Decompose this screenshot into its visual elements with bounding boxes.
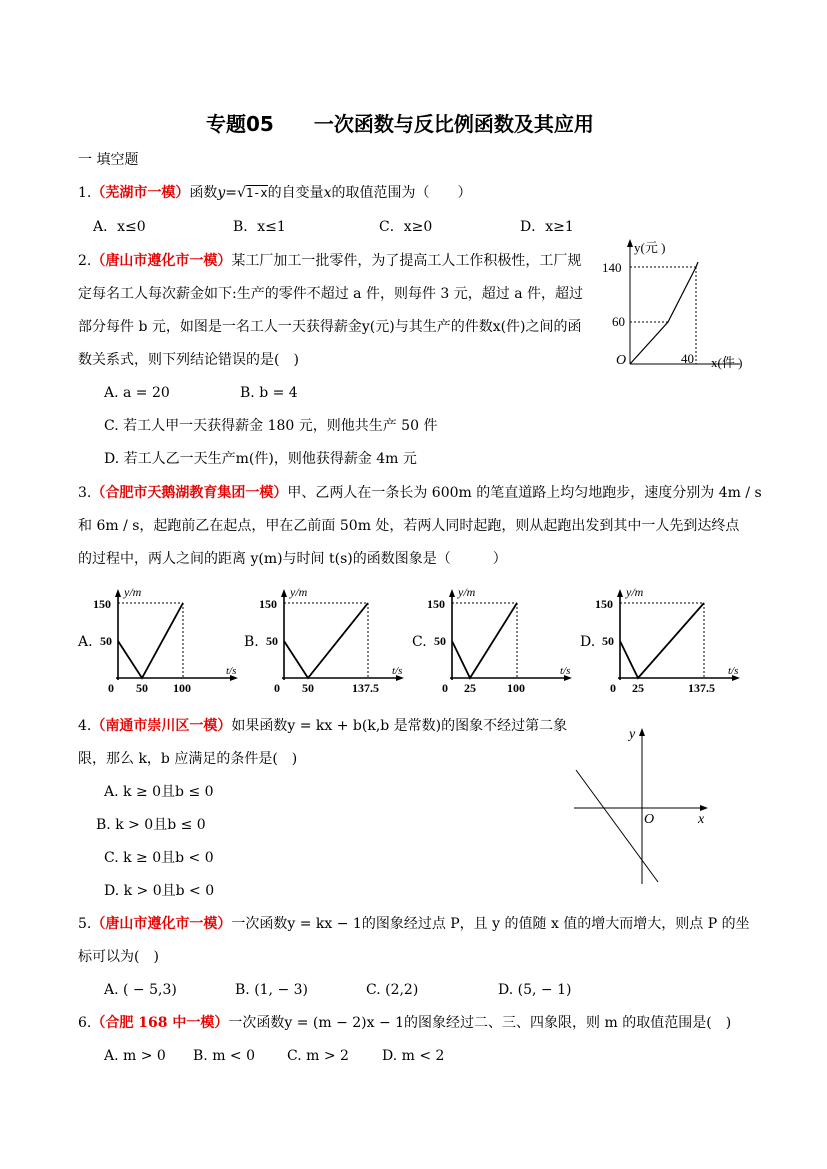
y-label: y(元 ) xyxy=(634,240,666,255)
x-label: t/s xyxy=(728,665,739,677)
option-b: B. m < 0 xyxy=(193,1048,256,1064)
salary-line xyxy=(630,267,696,364)
page-title: 专题05 一次函数与反比例函数及其应用 xyxy=(206,112,594,136)
question-number: 4. xyxy=(78,718,92,734)
question-text: 的取值范围为（ ） xyxy=(331,185,472,201)
section-heading: 一 填空题 xyxy=(78,152,139,168)
option-d: D. (5, − 1) xyxy=(498,982,572,998)
origin-label: 0 xyxy=(274,681,280,695)
question-text: 甲、乙两人在一条长为 600m 的笔直道路上均匀地跑步，速度分别为 4m / s xyxy=(287,485,762,501)
x-label: t/s xyxy=(392,665,403,677)
option-c: C. 若工人甲一天获得薪金 180 元，则他共生产 50 件 xyxy=(104,418,438,434)
distance-line xyxy=(118,603,183,678)
y-tick-150: 150 xyxy=(595,597,613,611)
question-text: 的自变量 xyxy=(267,185,324,201)
y-label: y xyxy=(629,727,636,742)
option-c: C. k ≥ 0且b < 0 xyxy=(104,850,214,866)
x-tick-mid: 50 xyxy=(136,681,148,695)
option-b: B. k > 0且b ≤ 0 xyxy=(96,817,206,833)
y-tick-50: 50 xyxy=(266,634,278,648)
question-4-line-2: 限，那么 k，b 应满足的条件是( ) xyxy=(78,751,298,767)
var-x: x xyxy=(323,185,332,201)
y-tick-50: 50 xyxy=(602,634,614,648)
graph-option-label: B. xyxy=(244,634,259,650)
source-label: （芜湖市一模） xyxy=(91,185,190,201)
source-label: （唐山市遵化市一模） xyxy=(91,253,232,269)
distance-time-graph xyxy=(92,586,242,696)
option-a: A. k ≥ 0且b ≤ 0 xyxy=(104,784,214,800)
option-b: B. b = 4 xyxy=(240,385,298,401)
question-number: 1. xyxy=(78,185,92,201)
radicand: 1-x xyxy=(245,186,268,200)
y-axis-arrow xyxy=(639,728,645,736)
y-label: y/m xyxy=(124,586,142,599)
question-number: 3. xyxy=(78,485,92,501)
x-tick-40: 40 xyxy=(681,351,694,366)
question-3-line-3: 的过程中，两人之间的距离 y(m)与时间 t(s)的函数图象是（ ） xyxy=(78,551,507,567)
x-label: t/s xyxy=(226,665,237,677)
y-tick-50: 50 xyxy=(100,634,112,648)
question-text: 一次函数y = (m − 2)x − 1的图象经过二、三、四象限，则 m 的取值范围是( ) xyxy=(228,1015,732,1031)
question-number: 2. xyxy=(78,253,92,269)
option-a: A．x≤0 xyxy=(93,219,146,235)
graph-option-label: A. xyxy=(78,634,93,650)
question-text: 如果函数y = kx + b(k,b 是常数)的图象不经过第二象 xyxy=(231,718,568,734)
y-axis-arrow xyxy=(281,589,287,597)
x-label: t/s xyxy=(560,665,571,677)
distance-line xyxy=(452,603,517,678)
option-d: D．x≥1 xyxy=(520,219,574,235)
salary-line-ext xyxy=(696,262,698,267)
source-label: （合肥 168 中一模） xyxy=(91,1015,229,1031)
salary-graph xyxy=(598,236,758,372)
graph-option-label: D. xyxy=(580,634,596,650)
y-tick-150: 150 xyxy=(427,597,445,611)
question-2-line-2: 定每名工人每次薪金如下:生产的零件不超过 a 件，则每件 3 元，超过 a 件，超过 xyxy=(78,286,584,302)
question-text: 一次函数y = kx − 1的图象经过点 P，且 y 的值随 x 值的增大而增大，则点 P 的坐 xyxy=(231,916,750,932)
origin-label: O xyxy=(616,353,627,368)
x-tick-mid: 50 xyxy=(302,681,314,695)
y-axis-arrow xyxy=(115,589,121,597)
distance-time-graph xyxy=(426,586,576,696)
x-tick-mid: 25 xyxy=(464,681,476,695)
x-label: x xyxy=(698,812,705,827)
option-c: C．x≥0 xyxy=(379,219,433,235)
origin-label: O xyxy=(644,812,655,827)
y-tick-50: 50 xyxy=(434,634,446,648)
y-tick-60: 60 xyxy=(612,314,625,329)
y-axis-arrow xyxy=(449,589,455,597)
option-d: D. m < 2 xyxy=(382,1048,445,1064)
distance-line xyxy=(284,603,368,678)
x-tick-end: 137.5 xyxy=(352,681,379,695)
option-a: A. ( − 5,3) xyxy=(104,982,177,998)
option-a: A. a = 20 xyxy=(104,385,170,401)
sqrt-symbol: √ xyxy=(237,185,246,201)
x-label: x(件 ) xyxy=(711,355,743,370)
question-2-line-4: 数关系式，则下列结论错误的是( ) xyxy=(78,352,299,368)
question-3-line-2: 和 6m / s，起跑前乙在起点，甲在乙前面 50m 处，若两人同时起跑，则从起跑出发到其中一人先到达终点 xyxy=(78,518,740,534)
y-label: y/m xyxy=(458,586,476,599)
x-tick-end: 100 xyxy=(507,681,525,695)
option-a: A. m > 0 xyxy=(104,1048,166,1064)
option-d: D. k > 0且b < 0 xyxy=(104,883,215,899)
source-label: （唐山市遵化市一模） xyxy=(91,916,232,932)
question-number: 5. xyxy=(78,916,92,932)
y-label: y/m xyxy=(626,586,644,599)
option-b: B. (1, − 3) xyxy=(235,982,309,998)
y-axis-arrow xyxy=(627,239,633,247)
question-2-line-1 xyxy=(78,253,581,269)
distance-time-graph xyxy=(258,586,408,696)
x-tick-end: 137.5 xyxy=(688,681,715,695)
question-text: 某工厂加工一批零件，为了提高工人工作积极性，工厂规 xyxy=(231,253,582,269)
distance-line xyxy=(620,603,704,678)
question-5-line-1 xyxy=(78,916,750,932)
question-1 xyxy=(78,185,472,201)
option-c: C. (2,2) xyxy=(366,982,419,998)
graph-option-label: C. xyxy=(412,634,427,650)
var-y: y xyxy=(217,185,226,201)
origin-label: 0 xyxy=(610,681,616,695)
question-number: 6. xyxy=(78,1015,92,1031)
origin-label: 0 xyxy=(108,681,114,695)
y-tick-150: 150 xyxy=(93,597,111,611)
origin-label: 0 xyxy=(442,681,448,695)
question-6 xyxy=(78,1015,731,1031)
linear-function-graph xyxy=(568,724,718,888)
question-text: 函数 xyxy=(189,185,218,201)
question-2-line-3: 部分每件 b 元，如图是一名工人一天获得薪金y(元)与其生产的件数x(件)之间的函 xyxy=(78,319,582,335)
distance-time-graph xyxy=(594,586,744,696)
source-label: （南通市崇川区一模） xyxy=(91,718,232,734)
question-4-line-1 xyxy=(78,718,567,734)
x-axis-arrow xyxy=(700,805,708,811)
x-tick-mid: 25 xyxy=(632,681,644,695)
question-3-line-1 xyxy=(78,485,762,501)
option-d: D. 若工人乙一天生产m(件)，则他获得薪金 4m 元 xyxy=(104,451,417,467)
x-tick-end: 100 xyxy=(173,681,191,695)
option-c: C. m > 2 xyxy=(287,1048,349,1064)
question-5-line-2: 标可以为( ) xyxy=(78,949,159,965)
y-axis-arrow xyxy=(617,589,623,597)
y-label: y/m xyxy=(290,586,308,599)
option-b: B．x≤1 xyxy=(233,219,286,235)
y-tick-140: 140 xyxy=(602,260,622,275)
source-label: （合肥市天鹅湖教育集团一模） xyxy=(91,485,288,501)
y-tick-150: 150 xyxy=(259,597,277,611)
equals-sign: = xyxy=(225,185,238,201)
